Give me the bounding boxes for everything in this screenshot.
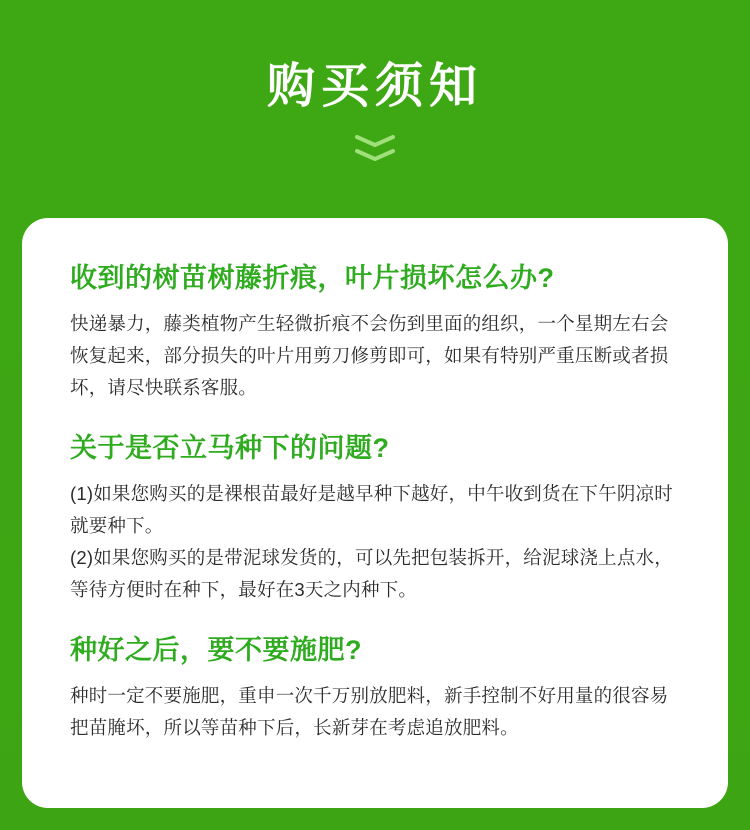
page-title: 购买须知: [266, 60, 483, 113]
faq-answer-line: (1)如果您购买的是裸根苗最好是越早种下越好，中午收到货在下午阴凉时就要种下。: [70, 483, 673, 537]
faq-answer-line: (2)如果您购买的是带泥球发货的，可以先把包装拆开，给泥球浇上点水，等待方便时在种下，最好在3天之内种下。: [70, 546, 673, 600]
chevron-down-icon-bottom: [353, 148, 397, 162]
faq-answer: [70, 478, 680, 605]
faq-question: 种好之后，要不要施肥?: [70, 634, 362, 665]
faq-answer-line: 快递暴力，藤类植物产生轻微折痕不会伤到里面的组织，一个星期左右会恢复起来，部分损失的叶片用剪刀修剪即可，如果有特别严重压断或者损坏，请尽快联系客服。: [70, 313, 669, 399]
banner-header: [0, 0, 750, 162]
faq-item: [70, 260, 680, 404]
faq-answer-line: 种时一定不要施肥，重申一次千万别放肥料，新手控制不好用量的很容易把苗腌坏，所以等苗种下后，长新芽在考虑追放肥料。: [70, 685, 669, 738]
chevron-down-icon: [0, 134, 750, 162]
faq-answer: [70, 308, 680, 403]
chevron-down-icon-top: [353, 134, 397, 148]
faq-question: 收到的树苗树藤折痕，叶片损坏怎么办?: [70, 263, 555, 293]
faq-card: [22, 218, 728, 808]
faq-item: [70, 632, 680, 744]
faq-answer: [70, 680, 680, 744]
faq-question: 关于是否立马种下的问题?: [70, 432, 390, 463]
faq-item: [70, 430, 680, 606]
